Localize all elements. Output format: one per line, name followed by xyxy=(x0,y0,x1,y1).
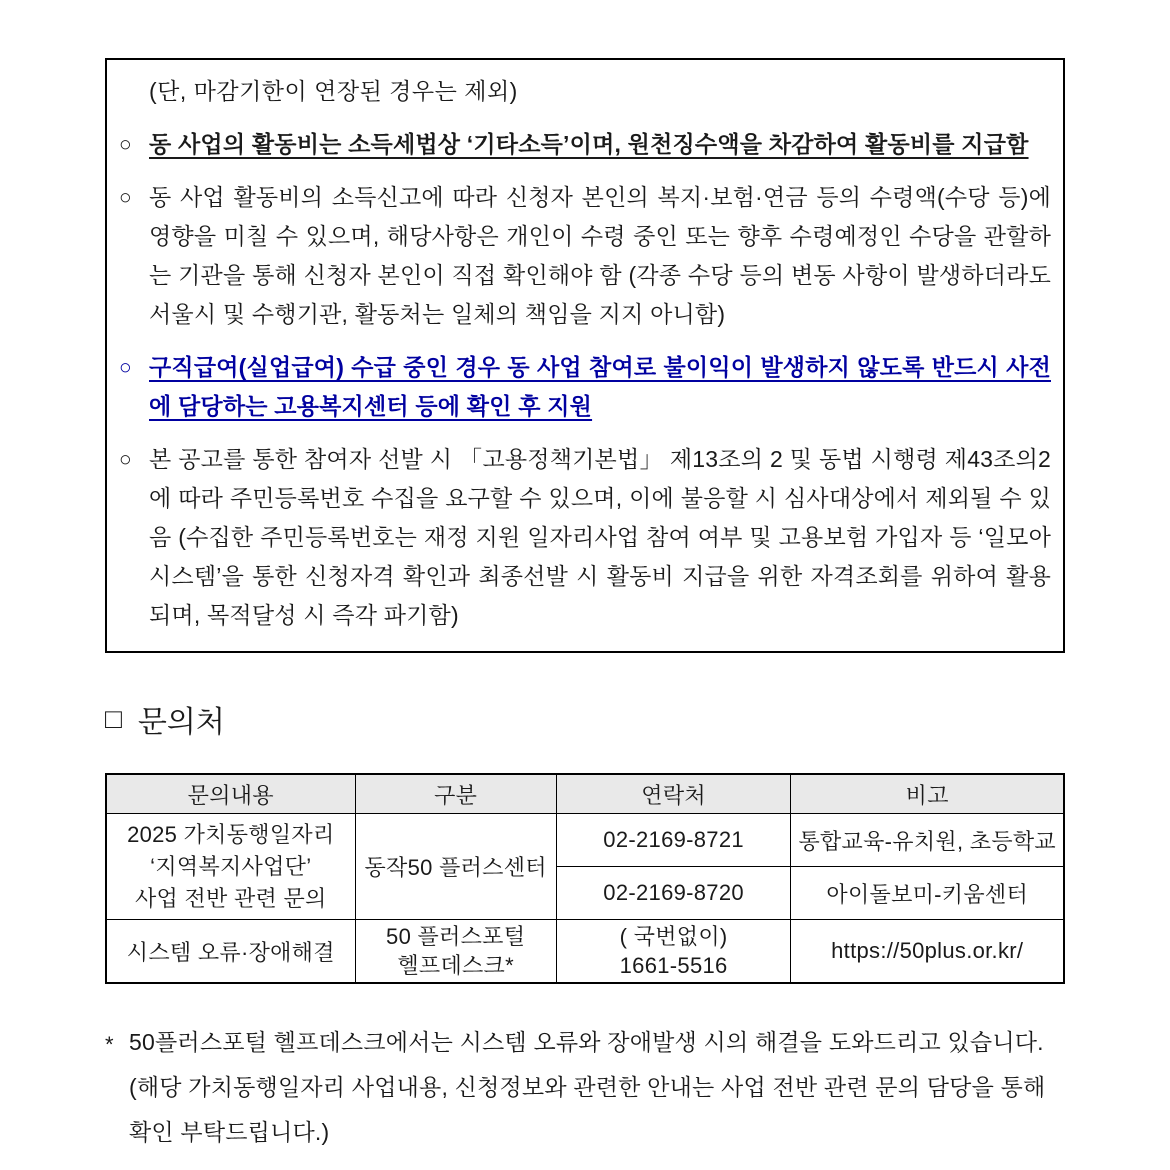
column-header-note: 비고 xyxy=(791,774,1064,814)
column-header-division: 구분 xyxy=(355,774,556,814)
footnote-line1: 50플러스포털 헬프데스크에서는 시스템 오류와 장애발생 시의 해결을 도와드리고 있습니다. xyxy=(129,1029,1044,1055)
cell-program-inquiry-line3: 사업 전반 관련 문의 xyxy=(134,885,327,911)
cell-program-inquiry-line1: 2025 가치동행일자리 xyxy=(127,821,335,847)
notice-bullet-resident-number xyxy=(119,440,1051,635)
asterisk-icon: * xyxy=(105,1032,114,1057)
footnote-text xyxy=(129,1020,1065,1155)
footnote-line3: 확인 부탁드립니다.) xyxy=(129,1119,330,1145)
cell-helpdesk xyxy=(355,920,556,984)
cell-phone-8720: 02-2169-8720 xyxy=(556,867,791,920)
cell-division-center: 동작50 플러스센터 xyxy=(355,814,556,920)
cell-helpdesk-line1: 50 플러스포털 xyxy=(386,924,526,949)
notice-bullet-income-report xyxy=(119,178,1051,334)
square-bullet-icon: □ xyxy=(105,703,122,734)
notice-bullet-unemployment-benefit-text: 구직급여(실업급여) 수급 중인 경우 동 사업 참여로 불이익이 발생하지 않도록 반드시 사전에 담당하는 고용복지센터 등에 확인 후 지원 xyxy=(149,354,1051,419)
contact-section-heading xyxy=(105,697,1065,741)
notice-bullet-activity-fee xyxy=(119,125,1051,164)
footnote xyxy=(105,1020,1065,1155)
column-header-contact: 연락처 xyxy=(556,774,791,814)
notice-box xyxy=(105,58,1065,653)
cell-helpdesk-phone-line2: 1661-5516 xyxy=(619,953,728,978)
notice-bullet-resident-number-text: 본 공고를 통한 참여자 선발 시 「고용정책기본법」 제13조의 2 및 동법 시행령 제43조의2에 따라 주민등록번호 수집을 요구할 수 있으며, 이에 불응할 시 심사대상에서 제외될 수 있음 (수집한 주민등록번호는 재정 지원 일자리사업 참여 여부 및 고용보험 가입자 등 ‘일모아시스템’을 통한 신청자격 확인과 최종선발 시 활동비 지급을 위한 자격조회를 위하여 활용되며, 목적달성 시 즉각 파기함) xyxy=(149,446,1051,628)
cell-note-integrated-education: 통합교육-유치원, 초등학교 xyxy=(791,814,1064,867)
cell-note-childcare: 아이돌보미-키움센터 xyxy=(791,867,1064,920)
cell-helpdesk-phone xyxy=(556,920,791,984)
cell-portal-url: https://50plus.or.kr/ xyxy=(791,920,1064,984)
contact-table xyxy=(105,773,1065,984)
circle-bullet-icon: ○ xyxy=(119,186,132,209)
notice-bullet-income-report-text: 동 사업 활동비의 소득신고에 따라 신청자 본인의 복지·보험·연금 등의 수령액(수당 등)에 영향을 미칠 수 있으며, 해당사항은 개인이 수령 중인 또는 향후 수령예정인 수당을 관할하는 기관을 통해 신청자 본인이 직접 확인해야 함 (각종 수당 등의 변동 사항이 발생하더라도 서울시 및 수행기관, 활동처는 일체의 책임을 지지 아니함) xyxy=(149,184,1051,327)
table-row xyxy=(106,814,1064,867)
cell-system-error-inquiry: 시스템 오류·장애해결 xyxy=(106,920,355,984)
circle-bullet-icon: ○ xyxy=(119,448,132,471)
circle-bullet-icon: ○ xyxy=(119,356,132,379)
column-header-inquiry: 문의내용 xyxy=(106,774,355,814)
table-row xyxy=(106,920,1064,984)
contact-section-heading-text: 문의처 xyxy=(137,706,225,739)
cell-helpdesk-phone-line1: ( 국번없이) xyxy=(619,924,728,949)
cell-program-inquiry xyxy=(106,814,355,920)
notice-bullet-unemployment-benefit xyxy=(119,348,1051,426)
cell-program-inquiry-line2: ‘지역복지사업단’ xyxy=(150,853,312,879)
cell-helpdesk-line2: 헬프데스크* xyxy=(397,953,514,978)
circle-bullet-icon: ○ xyxy=(119,133,132,156)
notice-bullet-activity-fee-text: 동 사업의 활동비는 소득세법상 ‘기타소득’이며, 원천징수액을 차감하여 활동비를 지급함 xyxy=(149,131,1029,157)
footnote-line2: (해당 가치동행일자리 사업내용, 신청정보와 관련한 안내는 사업 전반 관련 문의 담당을 통해 xyxy=(129,1074,1046,1100)
contact-table-header-row xyxy=(106,774,1064,814)
notice-intro-line: (단, 마감기한이 연장된 경우는 제외) xyxy=(149,78,518,104)
cell-phone-8721: 02-2169-8721 xyxy=(556,814,791,867)
